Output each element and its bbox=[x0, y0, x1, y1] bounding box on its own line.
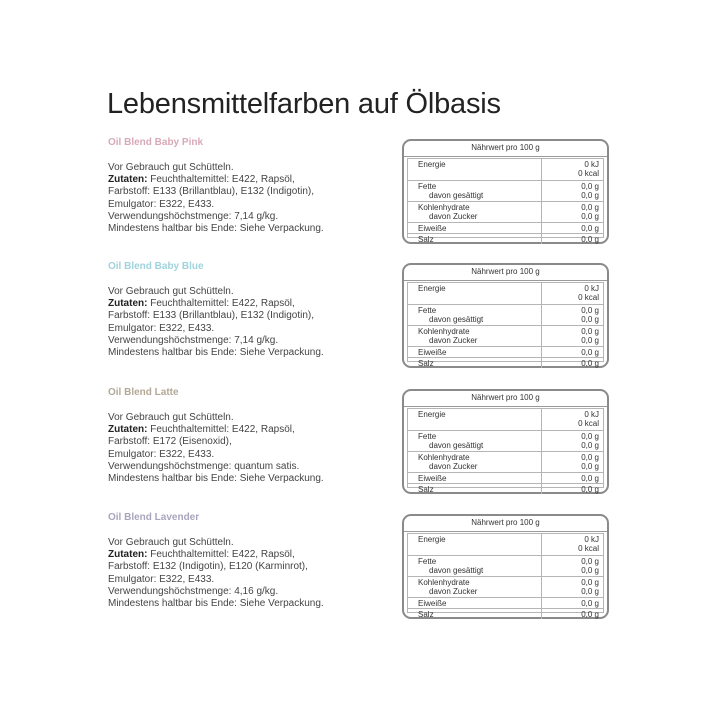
max-usage-text: Verwendungshöchstmenge: 7,14 g/kg. bbox=[108, 210, 279, 222]
ingredients-line bbox=[108, 298, 378, 310]
page-title: Lebensmittelfarben auf Ölbasis bbox=[107, 88, 501, 120]
emulsifier-text: Emulgator: E322, E433. bbox=[108, 448, 215, 460]
nutrition-sublabel: davon gesättigt bbox=[429, 191, 484, 200]
nutrition-row-energy bbox=[408, 534, 603, 556]
nutrition-value: 0,0 g bbox=[581, 453, 599, 462]
nutrition-label: Salz bbox=[418, 359, 434, 368]
nutrition-row-protein bbox=[408, 347, 603, 358]
nutrition-sublabel: davon gesättigt bbox=[429, 566, 484, 575]
nutrition-value: 0 kcal bbox=[578, 293, 599, 302]
nutrition-table bbox=[402, 139, 609, 244]
nutrition-value: 0 kcal bbox=[578, 419, 599, 428]
nutrition-row-fat bbox=[408, 556, 603, 577]
product-name: Oil Blend Baby Pink bbox=[108, 137, 204, 148]
nutrition-row-salt bbox=[408, 609, 603, 619]
nutrition-value: 0,0 g bbox=[541, 598, 603, 608]
nutrition-value: 0 kJ bbox=[584, 160, 599, 169]
ingredients-text: Feuchthaltemittel: E422, Rapsöl, bbox=[147, 298, 295, 310]
nutrition-value: 0,0 g bbox=[581, 203, 599, 212]
nutrition-label: Salz bbox=[418, 610, 434, 619]
nutrition-table bbox=[402, 514, 609, 619]
ingredients-text: Feuchthaltemittel: E422, Rapsöl, bbox=[147, 424, 295, 436]
nutrition-label: Energie bbox=[418, 535, 446, 544]
nutrition-row-fat bbox=[408, 305, 603, 326]
nutrition-label: Salz bbox=[418, 485, 434, 494]
nutrition-label: Energie bbox=[418, 160, 446, 169]
nutrition-label: Energie bbox=[418, 410, 446, 419]
product-description bbox=[108, 286, 378, 359]
product-block bbox=[108, 387, 378, 485]
ingredients-text: Feuchthaltemittel: E422, Rapsöl, bbox=[147, 549, 295, 561]
nutrition-row-fat bbox=[408, 181, 603, 202]
nutrition-value: 0,0 g bbox=[581, 566, 599, 575]
ingredients-label: Zutaten: bbox=[108, 174, 148, 186]
nutrition-value: 0,0 g bbox=[581, 336, 599, 345]
ingredients-label: Zutaten: bbox=[108, 298, 148, 310]
nutrition-value: 0,0 g bbox=[581, 557, 599, 566]
nutrition-value: 0,0 g bbox=[581, 432, 599, 441]
nutrition-value: 0,0 g bbox=[541, 609, 603, 619]
nutrition-value: 0,0 g bbox=[541, 358, 603, 368]
nutrition-label: Kohlenhydrate bbox=[418, 453, 470, 462]
nutrition-value: 0 kJ bbox=[584, 284, 599, 293]
product-block bbox=[108, 512, 378, 610]
nutrition-row-protein bbox=[408, 598, 603, 609]
nutrition-label: Eiweiße bbox=[418, 224, 447, 233]
nutrition-label: Salz bbox=[418, 235, 434, 244]
max-usage-text: Verwendungshöchstmenge: quantum satis. bbox=[108, 460, 300, 472]
colorant-text: Farbstoff: E133 (Brillantblau), E132 (Indigotin), bbox=[108, 186, 315, 198]
ingredients-label: Zutaten: bbox=[108, 549, 148, 561]
emulsifier-text: Emulgator: E322, E433. bbox=[108, 322, 215, 334]
best-before-text: Mindestens haltbar bis Ende: Siehe Verpackung. bbox=[108, 223, 324, 235]
nutrition-value: 0,0 g bbox=[581, 578, 599, 587]
nutrition-value: 0,0 g bbox=[581, 212, 599, 221]
nutrition-label: Eiweiße bbox=[418, 474, 447, 483]
nutrition-label: Kohlenhydrate bbox=[418, 203, 470, 212]
nutrition-header: Nährwert pro 100 g bbox=[404, 265, 607, 281]
nutrition-sublabel: davon Zucker bbox=[429, 212, 478, 221]
nutrition-value: 0,0 g bbox=[541, 347, 603, 357]
nutrition-row-protein bbox=[408, 223, 603, 234]
directions-text: Vor Gebrauch gut Schütteln. bbox=[108, 162, 234, 173]
nutrition-label: Kohlenhydrate bbox=[418, 578, 470, 587]
nutrition-label: Fette bbox=[418, 306, 437, 315]
emulsifier-text: Emulgator: E322, E433. bbox=[108, 573, 215, 585]
nutrition-value: 0,0 g bbox=[581, 191, 599, 200]
colorant-text: Farbstoff: E132 (Indigotin), E120 (Karminrot), bbox=[108, 561, 308, 573]
nutrition-value: 0,0 g bbox=[581, 182, 599, 191]
ingredients-label: Zutaten: bbox=[108, 424, 148, 436]
nutrition-row-energy bbox=[408, 409, 603, 431]
nutrition-sublabel: davon Zucker bbox=[429, 587, 478, 596]
product-description bbox=[108, 412, 378, 485]
max-usage-text: Verwendungshöchstmenge: 4,16 g/kg. bbox=[108, 585, 279, 597]
nutrition-label: Energie bbox=[418, 284, 446, 293]
nutrition-label: Eiweiße bbox=[418, 348, 447, 357]
best-before-text: Mindestens haltbar bis Ende: Siehe Verpackung. bbox=[108, 473, 324, 485]
nutrition-row-energy bbox=[408, 283, 603, 305]
nutrition-row-energy bbox=[408, 159, 603, 181]
nutrition-label: Eiweiße bbox=[418, 599, 447, 608]
nutrition-label: Fette bbox=[418, 557, 437, 566]
nutrition-value: 0 kJ bbox=[584, 535, 599, 544]
nutrition-row-carbs bbox=[408, 577, 603, 598]
nutrition-label: Fette bbox=[418, 182, 437, 191]
directions-text: Vor Gebrauch gut Schütteln. bbox=[108, 537, 234, 548]
nutrition-value: 0,0 g bbox=[541, 234, 603, 244]
directions-text: Vor Gebrauch gut Schütteln. bbox=[108, 412, 234, 423]
nutrition-value: 0,0 g bbox=[541, 473, 603, 483]
nutrition-value: 0,0 g bbox=[581, 327, 599, 336]
product-block bbox=[108, 137, 378, 235]
nutrition-value: 0 kJ bbox=[584, 410, 599, 419]
nutrition-value: 0,0 g bbox=[581, 306, 599, 315]
nutrition-sublabel: davon gesättigt bbox=[429, 315, 484, 324]
product-name: Oil Blend Baby Blue bbox=[108, 261, 204, 272]
nutrition-value: 0 kcal bbox=[578, 544, 599, 553]
best-before-text: Mindestens haltbar bis Ende: Siehe Verpackung. bbox=[108, 598, 324, 610]
nutrition-label: Fette bbox=[418, 432, 437, 441]
best-before-text: Mindestens haltbar bis Ende: Siehe Verpackung. bbox=[108, 347, 324, 359]
nutrition-sublabel: davon Zucker bbox=[429, 336, 478, 345]
directions-text: Vor Gebrauch gut Schütteln. bbox=[108, 286, 234, 297]
product-name: Oil Blend Latte bbox=[108, 387, 179, 398]
nutrition-row-salt bbox=[408, 358, 603, 368]
emulsifier-text: Emulgator: E322, E433. bbox=[108, 198, 215, 210]
nutrition-value: 0,0 g bbox=[581, 587, 599, 596]
nutrition-header: Nährwert pro 100 g bbox=[404, 516, 607, 532]
nutrition-row-carbs bbox=[408, 202, 603, 223]
max-usage-text: Verwendungshöchstmenge: 7,14 g/kg. bbox=[108, 334, 279, 346]
ingredients-line bbox=[108, 424, 378, 436]
nutrition-table bbox=[402, 263, 609, 368]
nutrition-value: 0,0 g bbox=[581, 315, 599, 324]
nutrition-value: 0,0 g bbox=[581, 441, 599, 450]
nutrition-row-carbs bbox=[408, 452, 603, 473]
product-block bbox=[108, 261, 378, 359]
nutrition-table bbox=[402, 389, 609, 494]
nutrition-row-carbs bbox=[408, 326, 603, 347]
product-name: Oil Blend Lavender bbox=[108, 512, 200, 523]
nutrition-label: Kohlenhydrate bbox=[418, 327, 470, 336]
nutrition-value: 0,0 g bbox=[541, 223, 603, 233]
ingredients-line bbox=[108, 549, 378, 561]
product-description bbox=[108, 537, 378, 610]
ingredients-line bbox=[108, 174, 378, 186]
colorant-text: Farbstoff: E133 (Brillantblau), E132 (Indigotin), bbox=[108, 310, 315, 322]
nutrition-value: 0 kcal bbox=[578, 169, 599, 178]
product-description bbox=[108, 162, 378, 235]
nutrition-row-salt bbox=[408, 234, 603, 244]
colorant-text: Farbstoff: E172 (Eisenoxid), bbox=[108, 436, 232, 448]
ingredients-text: Feuchthaltemittel: E422, Rapsöl, bbox=[147, 174, 295, 186]
nutrition-row-salt bbox=[408, 484, 603, 494]
nutrition-row-protein bbox=[408, 473, 603, 484]
nutrition-header: Nährwert pro 100 g bbox=[404, 141, 607, 157]
nutrition-value: 0,0 g bbox=[541, 484, 603, 494]
nutrition-sublabel: davon Zucker bbox=[429, 462, 478, 471]
nutrition-row-fat bbox=[408, 431, 603, 452]
nutrition-header: Nährwert pro 100 g bbox=[404, 391, 607, 407]
nutrition-sublabel: davon gesättigt bbox=[429, 441, 484, 450]
nutrition-value: 0,0 g bbox=[581, 462, 599, 471]
